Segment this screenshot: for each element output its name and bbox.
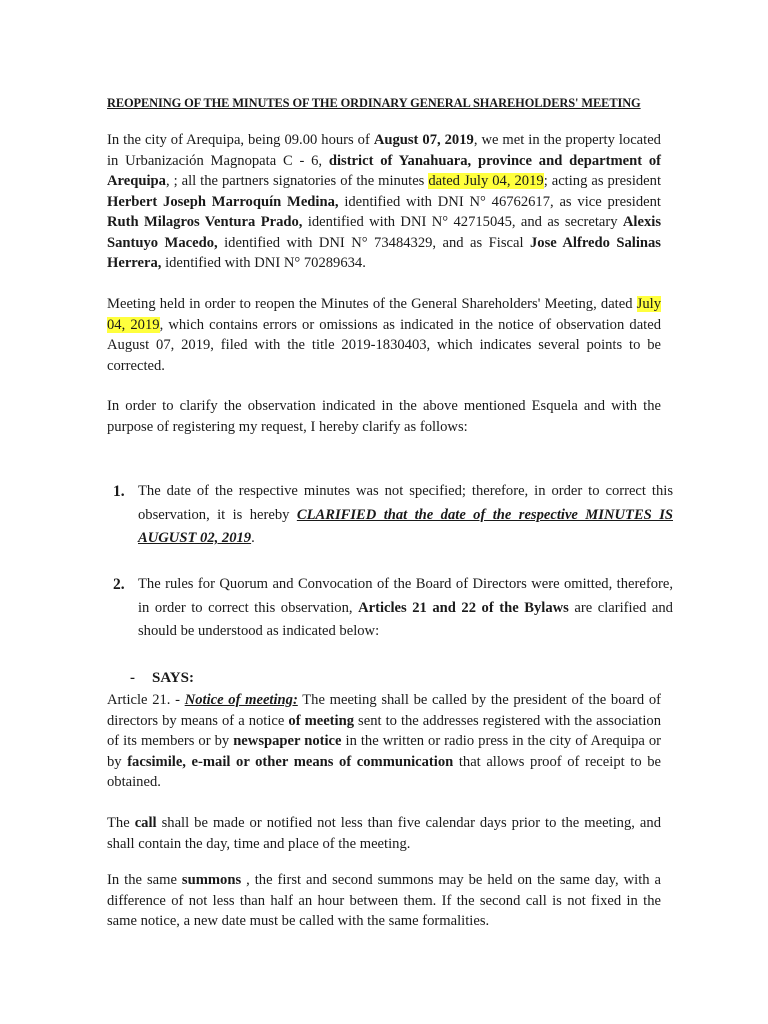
text: The date of the respective minutes was not specified; therefore, in order to correct this observation, it is hereby <box>138 483 673 523</box>
district-name: district of Yanahuara, province and department of Arequipa <box>107 152 661 189</box>
bold-term: of meeting <box>288 712 355 729</box>
paragraph-clarify-intro: In order to clarify the observation indicated in the above mentioned Esquela and with the purpose of registering my request, I hereby clarify as follows: <box>107 398 661 435</box>
paragraph-summons <box>107 870 661 932</box>
article-number: Article 21. - <box>107 692 185 708</box>
paragraph-meeting-attendees <box>107 130 661 274</box>
says-label: SAYS: <box>152 670 194 686</box>
list-number: 1. <box>113 483 125 500</box>
president-name: Herbert Joseph Marroquín Medina, <box>107 193 339 210</box>
bold-term: call <box>134 815 157 831</box>
text: identified with DNI N° 46762617, as vice president <box>338 193 661 210</box>
list-item-2 <box>113 573 673 644</box>
text: , which contains errors or omissions as indicated in the notice of observation dated August 07, 2019, filed with the title 2019-1830403, which indicates several points to be corrected. <box>107 316 661 374</box>
fiscal-name: Jose Alfredo Salinas Herrera, <box>107 234 661 271</box>
text: are clarified and should be understood as indicated below: <box>138 599 673 639</box>
text: . <box>251 530 255 546</box>
text: identified with DNI N° 73484329, and as Fiscal <box>217 234 530 251</box>
notice-of-meeting-heading: Notice of meeting: <box>184 692 298 708</box>
text: in the written or radio press in the city of Arequipa or by <box>107 733 662 770</box>
vice-president-name: Ruth Milagros Ventura Prado, <box>107 214 303 230</box>
paragraph-meeting-purpose <box>107 294 661 376</box>
text: , the first and second summons may be held on the same day, with a difference of not less than half an hour between them. If the second call is not fixed in the same notice, a new date must be called with the same formalities. <box>107 872 662 929</box>
bold-term: summons <box>181 872 242 888</box>
paragraph-article-21 <box>107 690 661 793</box>
text: , ; all the partners signatories of the minutes <box>165 173 429 189</box>
says-heading <box>130 668 194 689</box>
text: Meeting held in order to reopen the Minutes of the General Shareholders' Meeting, dated <box>107 296 637 312</box>
text: identified with DNI N° 70289634. <box>161 255 366 271</box>
list-item-text <box>138 480 673 551</box>
text: The rules for Quorum and Convocation of the Board of Directors were omitted, therefore, in order to correct this observation, <box>138 576 673 616</box>
text: that allows proof of receipt to be obtained. <box>107 753 661 790</box>
text: shall be made or notified not less than five calendar days prior to the meeting, and shall contain the day, time and place of the meeting. <box>107 815 661 852</box>
dash-bullet: - <box>130 670 135 686</box>
meeting-date: August 07, 2019 <box>373 132 474 148</box>
clarified-statement: CLARIFIED that the date of the respective MINUTES IS AUGUST 02, 2019 <box>138 506 673 546</box>
paragraph-call <box>107 813 661 854</box>
list-number: 2. <box>113 576 125 593</box>
text: In the city of Arequipa, being 09.00 hours of <box>107 132 374 148</box>
text: ; acting as president <box>543 173 662 189</box>
highlighted-date: dated July 04, 2019 <box>428 173 544 189</box>
bold-term: facsimile, e-mail or other means of communication <box>127 753 454 770</box>
list-item-text <box>138 573 673 644</box>
bold-term: newspaper notice <box>233 733 342 749</box>
text: The <box>107 815 135 831</box>
bylaws-articles: Articles 21 and 22 of the Bylaws <box>358 599 569 616</box>
text: In the same <box>107 872 182 888</box>
text: , we met in the property located in Urbanización Magnopata C - 6, <box>107 132 661 169</box>
text: identified with DNI N° 42715045, and as secretary <box>302 214 623 230</box>
text: The meeting shall be called by the president of the board of directors by means of a notice <box>107 692 661 729</box>
document-title: REOPENING OF THE MINUTES OF THE ORDINARY GENERAL SHAREHOLDERS' MEETING <box>107 96 641 110</box>
highlighted-date: July 04, 2019 <box>107 296 661 333</box>
text: sent to the addresses registered with the association of its members or by <box>107 712 661 749</box>
list-item-1 <box>113 480 673 551</box>
secretary-name: Alexis Santuyo Macedo, <box>107 214 661 251</box>
